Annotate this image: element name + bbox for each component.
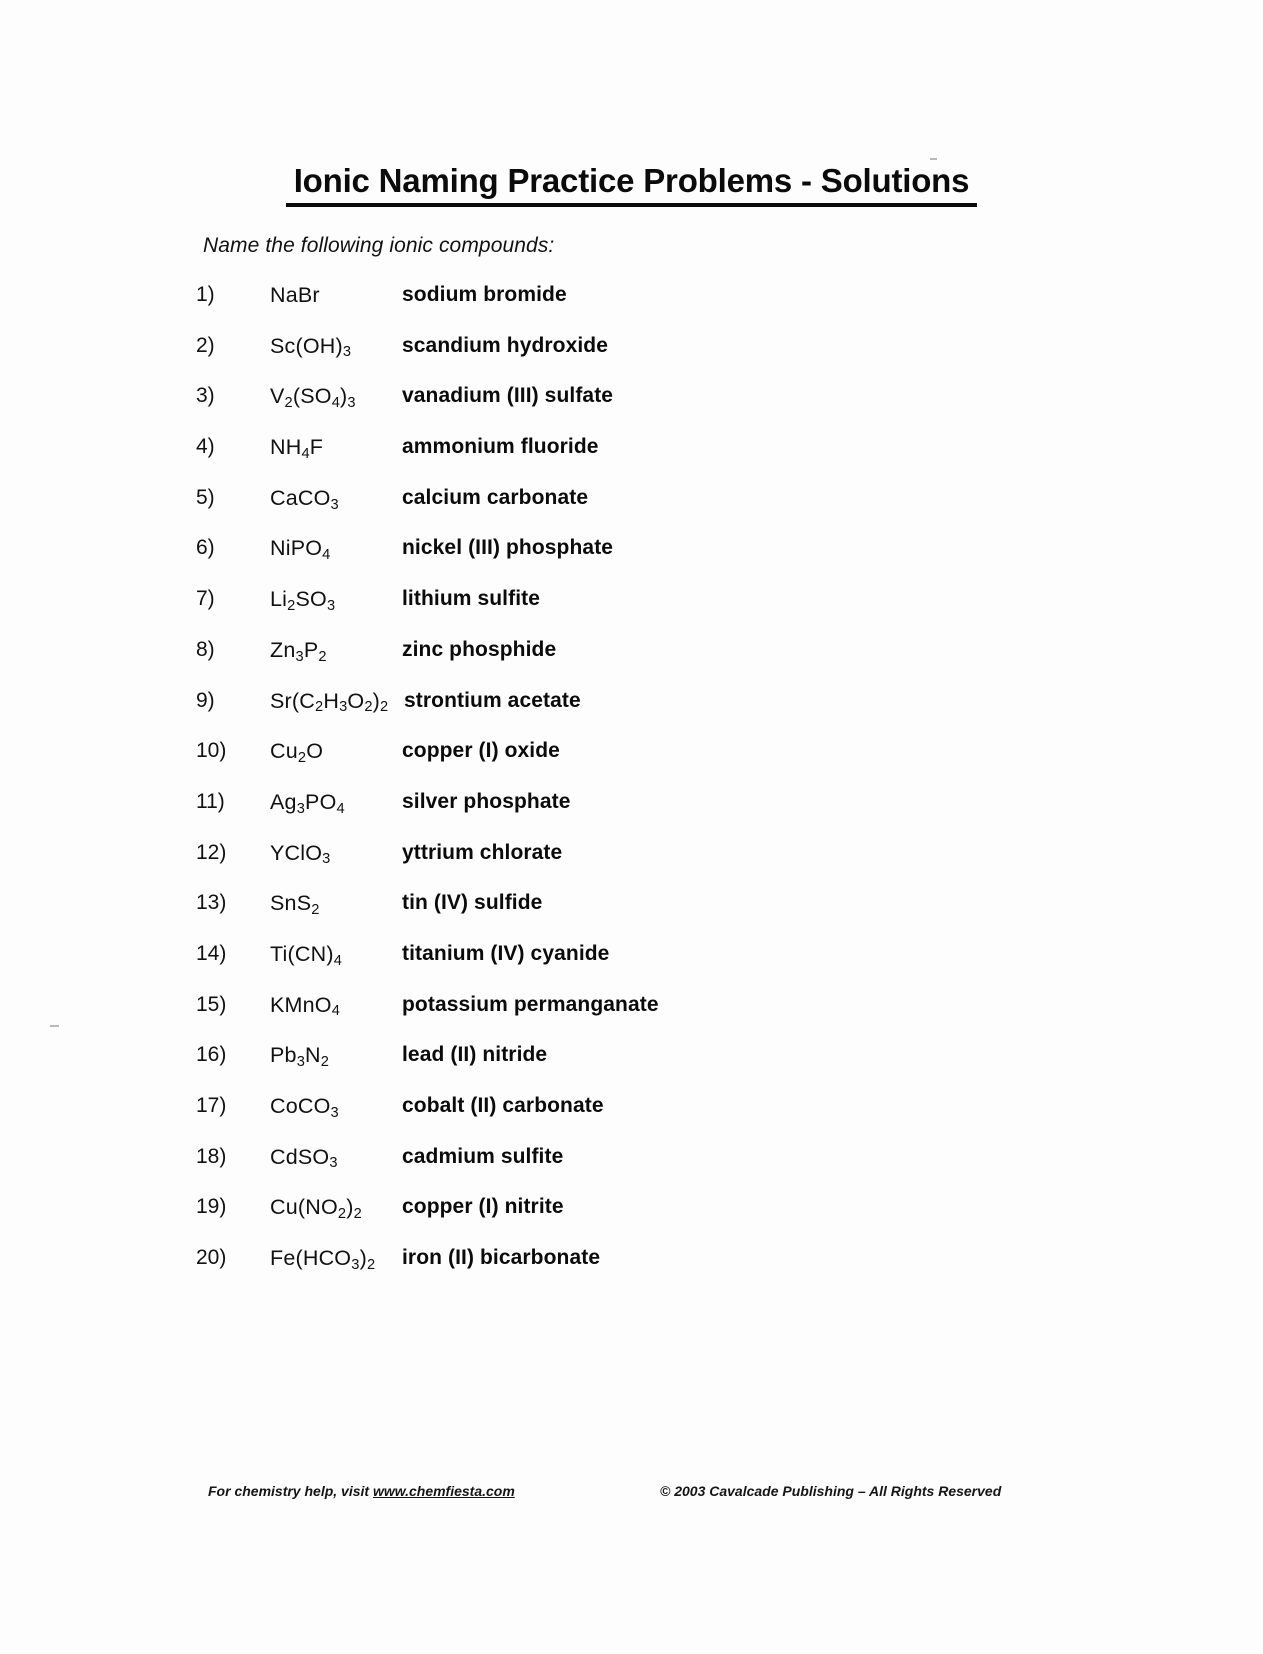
problem-row [196, 384, 996, 435]
problem-number: 18) [196, 1144, 227, 1168]
compound-name: potassium permanganate [402, 992, 659, 1016]
compound-name: vanadium (III) sulfate [402, 384, 614, 408]
problem-number: 2) [196, 333, 215, 357]
instruction-text: Name the following ionic compounds: [203, 234, 555, 257]
problem-number: 4) [196, 435, 215, 459]
problem-row [196, 942, 996, 993]
problem-row [196, 993, 996, 1044]
compound-name: silver phosphate [402, 789, 571, 813]
problem-row [196, 1145, 996, 1196]
problem-row [196, 1246, 996, 1297]
problem-number: 17) [196, 1094, 227, 1117]
problem-row [196, 739, 996, 790]
problem-row [196, 334, 996, 385]
problem-number: 14) [196, 941, 227, 965]
scan-artifact [930, 158, 937, 160]
chemical-formula: SnS$_2$ [270, 891, 320, 919]
compound-name: ammonium fluoride [402, 435, 599, 459]
problem-row [196, 1043, 996, 1094]
chemical-formula: CdSO$_3$ [270, 1144, 338, 1172]
problem-list [196, 283, 996, 1297]
problem-number: 6) [196, 536, 215, 560]
compound-name: iron (II) bicarbonate [402, 1246, 601, 1270]
chemfiesta-link[interactable]: www.chemfiesta.com [372, 1483, 515, 1499]
problem-number: 7) [196, 587, 215, 611]
chemical-formula: $Pb_3N_2$ [270, 1043, 330, 1071]
problem-row [196, 891, 996, 942]
footer-credit-left [208, 1483, 515, 1499]
chemical-formula: $Sc(OH)_3$ [270, 333, 352, 361]
compound-name: calcium carbonate [402, 485, 589, 509]
compound-name: cadmium sulfite [402, 1144, 564, 1168]
chemical-formula: CoCO$_3$ [270, 1094, 339, 1121]
problem-number: 20) [196, 1246, 227, 1270]
chemical-formula: KMnO$_4$ [270, 992, 341, 1020]
problem-number: 16) [196, 1043, 227, 1067]
chemical-formula: NiPO$_4$ [270, 536, 331, 564]
compound-name: cobalt (II) carbonate [402, 1094, 604, 1117]
problem-row [196, 790, 996, 841]
problem-number: 12) [196, 840, 227, 864]
problem-number: 10) [196, 739, 227, 763]
problem-number: 1) [196, 283, 215, 306]
problem-number: 3) [196, 384, 215, 408]
problem-row [196, 689, 996, 740]
compound-name: lead (II) nitride [402, 1043, 548, 1067]
page-title-text: Ionic Naming Practice Problems - Solutions [286, 162, 978, 207]
problem-number: 8) [196, 637, 215, 661]
footer-copyright: © 2003 Cavalcade Publishing – All Rights Reserved [660, 1483, 1002, 1499]
problem-row [196, 638, 996, 689]
chemical-formula: $Cu(NO_2)_2$ [270, 1195, 362, 1223]
compound-name: zinc phosphide [402, 637, 557, 661]
chemical-formula: NaBr [270, 283, 320, 307]
problem-row [196, 486, 996, 537]
compound-name: nickel (III) phosphate [402, 536, 614, 560]
chemical-formula: YClO$_3$ [270, 840, 331, 868]
problem-row [196, 1195, 996, 1246]
chemical-formula: $Zn_3P_2$ [270, 637, 327, 665]
problem-number: 13) [196, 891, 227, 915]
compound-name: lithium sulfite [402, 587, 540, 611]
footer-credit-prefix: For chemistry help, visit [208, 1483, 373, 1499]
chemical-formula: $Li_2SO_3$ [270, 587, 336, 614]
chemical-formula: $NH_4F$ [270, 435, 324, 462]
chemical-formula: $Cu_2O$ [270, 739, 324, 766]
compound-name: copper (I) nitrite [402, 1195, 564, 1219]
chemical-formula: $Sr(C_2H_3O_2)_2$ [270, 688, 389, 716]
compound-name: yttrium chlorate [402, 840, 563, 864]
compound-name: tin (IV) sulfide [402, 891, 543, 915]
page-title [0, 162, 1263, 207]
compound-name: copper (I) oxide [402, 739, 560, 763]
chemical-formula: $Ag_3PO_4$ [270, 789, 345, 817]
chemical-formula: $Ti(CN)_4$ [270, 941, 343, 969]
problem-row [196, 841, 996, 892]
problem-row [196, 283, 996, 334]
problem-number: 19) [196, 1195, 227, 1219]
scan-artifact [50, 1025, 59, 1027]
compound-name: strontium acetate [404, 688, 581, 712]
problem-number: 15) [196, 992, 227, 1016]
chemical-formula: CaCO$_3$ [270, 485, 339, 513]
compound-name: sodium bromide [402, 283, 567, 306]
problem-row [196, 1094, 996, 1145]
compound-name: scandium hydroxide [402, 333, 609, 357]
chemical-formula: $Fe(HCO_3)_2$ [270, 1246, 376, 1273]
problem-row [196, 536, 996, 587]
problem-number: 11) [196, 789, 225, 813]
problem-number: 5) [196, 485, 215, 509]
problem-number: 9) [196, 688, 215, 712]
chemical-formula: $V_2(SO_4)_3$ [270, 384, 356, 412]
problem-row [196, 435, 996, 486]
compound-name: titanium (IV) cyanide [402, 941, 610, 965]
problem-row [196, 587, 996, 638]
